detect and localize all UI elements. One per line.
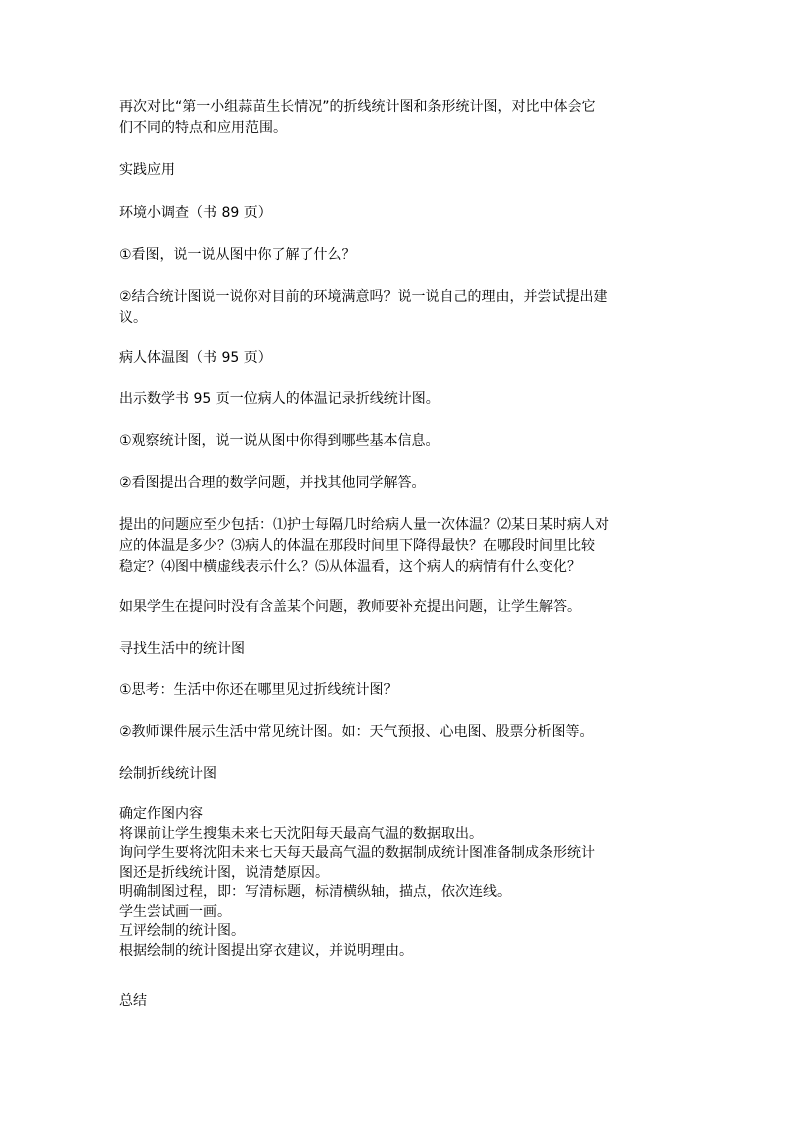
draw-step-line: 询问学生要将沈阳未来七天每天最高气温的数据制成统计图准备制成条形统计 xyxy=(119,845,595,861)
draw-step-line: 将课前让学生搜集未来七天沈阳每天最高气温的数据取出。 xyxy=(119,825,483,842)
temperature-questions-line: 应的体温是多少？⑶病人的体温在那段时间里下降得最快？在哪段时间里比较 xyxy=(119,538,595,554)
draw-step-line: 图还是折线统计图，说清楚原因。 xyxy=(119,864,329,881)
env-survey-question-2 xyxy=(119,287,677,329)
temperature-supplement: 如果学生在提问时没有含盖某个问题，教师要补充提出问题，让学生解答。 xyxy=(119,599,581,615)
temperature-questions-list xyxy=(119,515,677,578)
env-survey-heading: 环境小调查（书 89 页） xyxy=(119,205,272,221)
temperature-questions-line: 提出的问题应至少包括：⑴护士每隔几时给病人量一次体温？⑵某日某时病人对 xyxy=(119,517,609,533)
env-survey-question-2-line: 议。 xyxy=(119,310,147,326)
summary-heading: 总结 xyxy=(119,993,147,1009)
draw-step-line: 学生尝试画一画。 xyxy=(119,903,231,920)
temperature-show: 出示数学书 95 页一位病人的体温记录折线统计图。 xyxy=(119,391,440,407)
env-survey-question-2-line: ②结合统计图说一说你对目前的环境满意吗？说一说自己的理由，并尝试提出建 xyxy=(119,289,608,305)
life-question-2: ②教师课件展示生活中常见统计图。如：天气预报、心电图、股票分析图等。 xyxy=(119,724,594,740)
draw-step-line: 根据绘制的统计图提出穿衣建议，并说明理由。 xyxy=(119,942,413,959)
temperature-questions-line: 稳定？⑷图中横虚线表示什么？⑸从体温看，这个病人的病情有什么变化？ xyxy=(119,559,581,575)
intro-paragraph xyxy=(119,97,677,139)
temperature-question-1: ①观察统计图，说一说从图中你得到哪些基本信息。 xyxy=(119,433,440,449)
draw-step-line: 确定作图内容 xyxy=(119,806,203,822)
intro-line: 们不同的特点和应用范围。 xyxy=(119,120,287,136)
draw-steps xyxy=(119,805,689,961)
env-survey-question-1: ①看图，说一说从图中你了解了什么？ xyxy=(119,247,356,263)
temperature-heading: 病人体温图（书 95 页） xyxy=(119,350,272,366)
draw-step-line: 互评绘制的统计图。 xyxy=(119,923,245,939)
life-heading: 寻找生活中的统计图 xyxy=(119,641,245,657)
practice-heading: 实践应用 xyxy=(119,162,175,178)
temperature-question-2: ②看图提出合理的数学问题，并找其他同学解答。 xyxy=(119,475,426,491)
draw-step-line: 明确制图过程，即：写清标题，标清横纵轴，描点，依次连线。 xyxy=(119,884,511,900)
intro-line: 再次对比“第一小组蒜苗生长情况”的折线统计图和条形统计图，对比中体会它 xyxy=(119,99,596,115)
draw-heading: 绘制折线统计图 xyxy=(119,766,217,782)
life-question-1: ①思考：生活中你还在哪里见过折线统计图？ xyxy=(119,682,398,698)
